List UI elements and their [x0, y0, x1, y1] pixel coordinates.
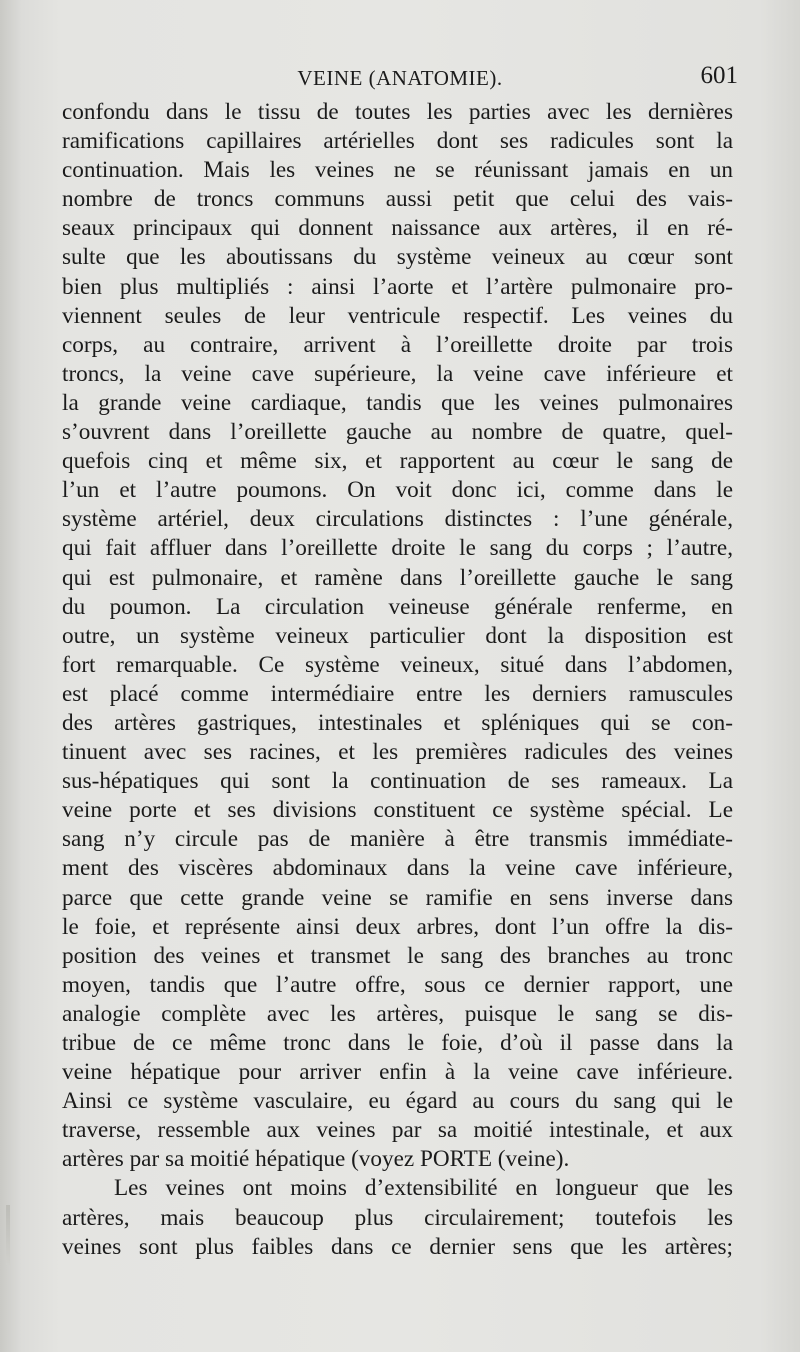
text-line: ment des viscères abdominaux dans la veine cave inférieure,: [62, 855, 733, 882]
text-line: artères par sa moitié hépatique (voyez PORTE (veine).: [62, 1146, 570, 1173]
text-line: l’un et l’autre poumons. On voit donc ici, comme dans le: [62, 477, 733, 504]
text-line: le foie, et représente ainsi deux arbres, dont l’un offre la dis-: [62, 913, 733, 940]
text-line: tinuent avec ses racines, et les premières radicules des veines: [62, 739, 733, 766]
text-line: viennent seules de leur ventricule respectif. Les veines du: [62, 302, 733, 329]
text-line: moyen, tandis que l’autre offre, sous ce dernier rapport, une: [62, 971, 733, 998]
running-title: VEINE (ANATOMIE).: [297, 66, 503, 90]
text-line: corps, au contraire, arrivent à l’oreillette droite par trois: [62, 331, 733, 358]
text-line: sulte que les aboutissans du système veineux au cœur sont: [62, 244, 733, 271]
page-header: [62, 62, 738, 96]
text-line: quefois cinq et même six, et rapportent au cœur le sang de: [62, 448, 733, 475]
text-line: Les veines ont moins d’extensibilité en longueur que les: [114, 1175, 733, 1202]
text-line: veine hépatique pour arriver enfin à la veine cave inférieure.: [62, 1059, 733, 1086]
text-line: ramifications capillaires artérielles dont ses radicules sont la: [62, 128, 733, 155]
text-line: est placé comme intermédiaire entre les derniers ramuscules: [62, 680, 733, 707]
page-edge-shadow: [6, 1205, 10, 1265]
text-line: sus-hépatiques qui sont la continuation de ses rameaux. La: [62, 768, 733, 795]
page-number: 601: [700, 62, 738, 89]
text-line: troncs, la veine cave supérieure, la veine cave inférieure et: [62, 360, 733, 387]
text-line: Ainsi ce système vasculaire, eu égard au cours du sang qui le: [62, 1088, 733, 1115]
text-line: position des veines et transmet le sang des branches au tronc: [62, 942, 733, 969]
text-line: parce que cette grande veine se ramifie en sens inverse dans: [62, 884, 733, 911]
text-line: analogie complète avec les artères, puisque le sang se dis-: [62, 1000, 733, 1027]
text-line: s’ouvrent dans l’oreillette gauche au nombre de quatre, quel-: [62, 419, 733, 446]
text-line: nombre de troncs communs aussi petit que celui des vais-: [62, 186, 733, 213]
text-line: fort remarquable. Ce système veineux, situé dans l’abdomen,: [62, 651, 733, 678]
text-line: des artères gastriques, intestinales et spléniques qui se con-: [62, 709, 733, 736]
text-line: du poumon. La circulation veineuse générale renferme, en: [62, 593, 733, 620]
text-line: veine porte et ses divisions constituent ce système spécial. Le: [62, 797, 733, 824]
text-line: seaux principaux qui donnent naissance aux artères, il en ré-: [62, 215, 733, 242]
text-line: artères, mais beaucoup plus circulairement; toutefois les: [62, 1204, 733, 1231]
body-text: [62, 98, 733, 1262]
text-line: bien plus multipliés : ainsi l’aorte et l’artère pulmonaire pro-: [62, 273, 733, 300]
text-line: tribue de ce même tronc dans le foie, d’où il passe dans la: [62, 1030, 733, 1056]
paragraph: [62, 98, 733, 1174]
text-line: continuation. Mais les veines ne se réunissant jamais en un: [62, 157, 733, 184]
text-line: outre, un système veineux particulier dont la disposition est: [62, 622, 733, 649]
text-line: veines sont plus faibles dans ce dernier sens que les artères;: [62, 1233, 733, 1260]
text-line: qui est pulmonaire, et ramène dans l’oreillette gauche le sang: [62, 564, 733, 591]
text-line: système artériel, deux circulations distinctes : l’une générale,: [62, 506, 733, 533]
text-line: confondu dans le tissu de toutes les parties avec les dernières: [62, 99, 733, 125]
text-line: sang n’y circule pas de manière à être transmis immédiate-: [62, 826, 733, 853]
text-line: la grande veine cardiaque, tandis que les veines pulmonaires: [62, 389, 733, 416]
paragraph: [62, 1174, 733, 1261]
text-line: traverse, ressemble aux veines par sa moitié intestinale, et aux: [62, 1117, 733, 1144]
text-line: qui fait affluer dans l’oreillette droite le sang du corps ; l’autre,: [62, 535, 733, 562]
